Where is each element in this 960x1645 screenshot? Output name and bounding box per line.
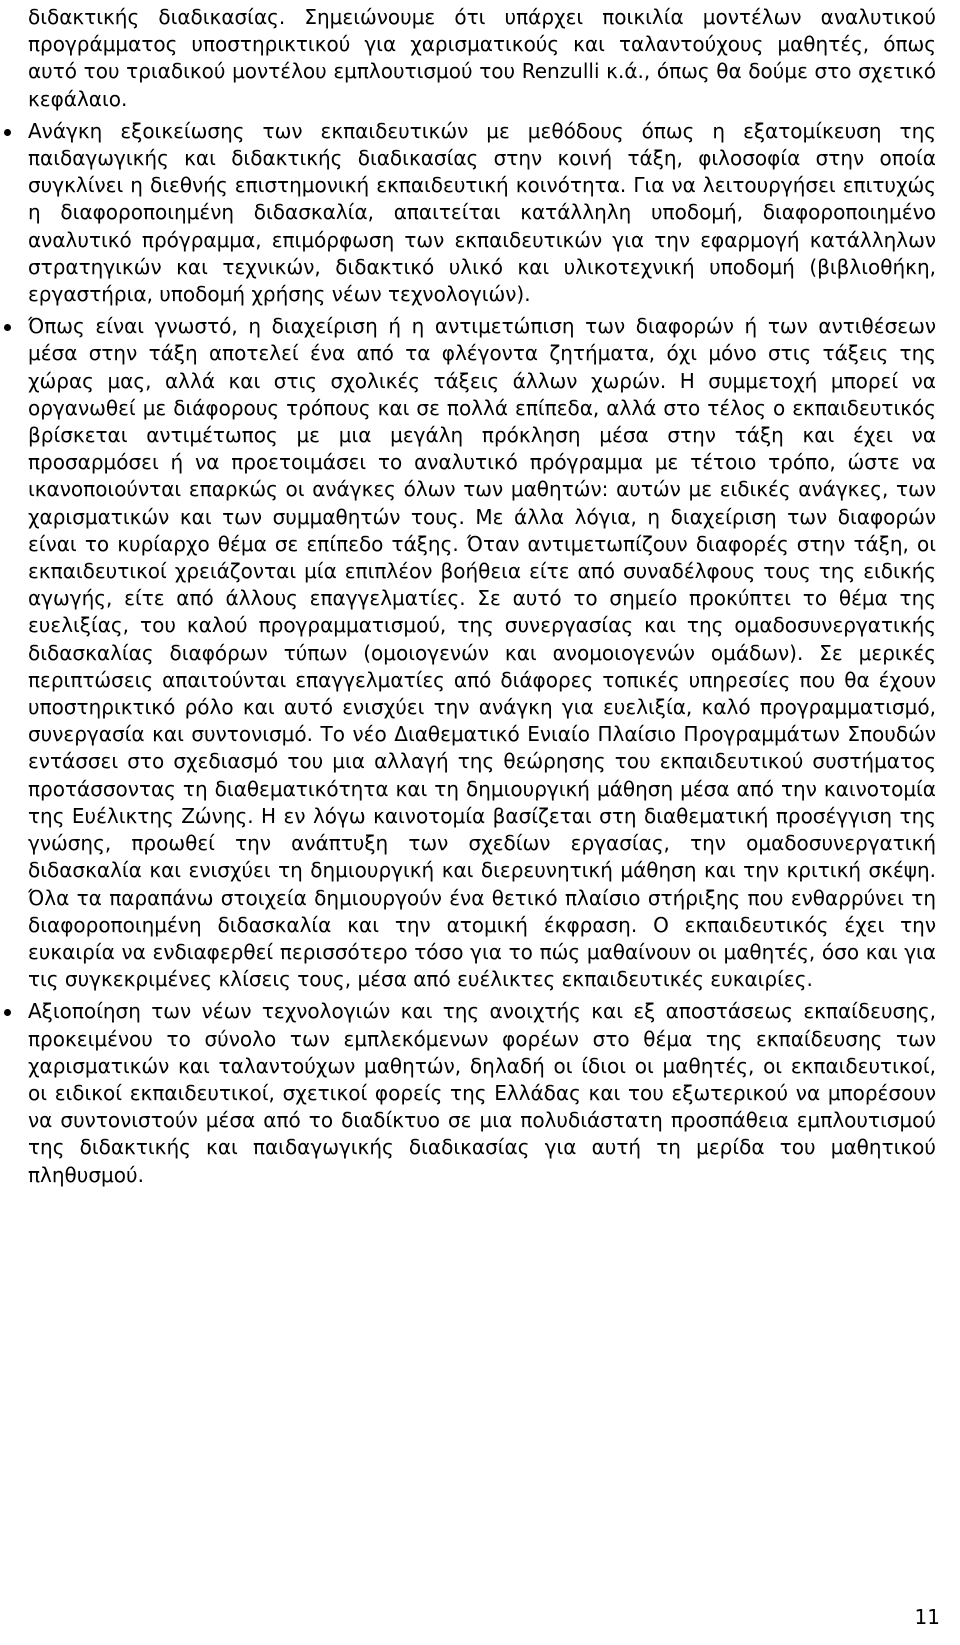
bullet-item: [28, 998, 936, 1188]
bullet-item: [28, 313, 936, 993]
bullet-text: Αξιοποίηση των νέων τεχνολογιών και της ανοιχτής και εξ αποστάσεως εκπαίδευσης, προκειμένου το σύνολο των εμπλεκόμενων φορέων στο θέμα της εκπαίδευσης των χαρισματικών και ταλαντούχων μαθητών, δηλαδή οι ίδιοι οι μαθητές, οι εκπαιδευτικοί, οι ειδικοί εκπαιδευτικοί, σχετικοί φορείς της Ελλάδας και του εξωτερικού να μπορέσουν να συντονιστούν μέσα από το διαδίκτυο σε μια πολυδιάστατη προσπάθεια εμπλουτισμού της διδακτικής και παιδαγωγικής διαδικασίας για αυτή τη μερίδα του μαθητικού πληθυσμού.: [28, 999, 936, 1187]
bullet-item: [28, 118, 936, 308]
bullet-icon: [4, 324, 11, 331]
bullet-text: Ανάγκη εξοικείωσης των εκπαιδευτικών με μεθόδους όπως η εξατομίκευση της παιδαγωγικής και διδακτικής διαδικασίας στην κοινή τάξη, φιλοσοφία στην οποία συγκλίνει η διεθνής επιστημονική εκπαιδευτική κοινότητα. Για να λειτουργήσει επιτυχώς η διαφοροποιημένη διδασκαλία, απαιτείται κατάλληλη υποδομή, διαφοροποιημένο αναλυτικό πρόγραμμα, επιμόρφωση των εκπαιδευτικών για την εφαρμογή κατάλληλων στρατηγικών και τεχνικών, διδακτικό υλικό και υλικοτεχνική υποδομή (βιβλιοθήκη, εργαστήρια, υποδομή χρήσης νέων τεχνολογιών).: [28, 118, 936, 307]
bullet-text: Όπως είναι γνωστό, η διαχείριση ή η αντιμετώπιση των διαφορών ή των αντιθέσεων μέσα στην τάξη αποτελεί ένα από τα φλέγοντα ζητήματα, όχι μόνο στις τάξεις της χώρας μας, αλλά και στις σχολικές τάξεις άλλων χωρών. Η συμμετοχή μπορεί να οργανωθεί με διάφορους τρόπους και σε πολλά επίπεδα, αλλά στο τέλος ο εκπαιδευτικός βρίσκεται αντιμέτωπος με μια μεγάλη πρόκληση μέσα στην τάξη και έχει να προσαρμόσει ή να προετοιμάσει το αναλυτικό πρόγραμμα με τέτοιο τρόπο, ώστε να ικανοποιούνται επαρκώς οι ανάγκες όλων των μαθητών: αυτών με ειδικές ανάγκες, των χαρισματικών και των συμμαθητών τους. Με άλλα λόγια, η διαχείριση των διαφορών είναι το κυρίαρχο θέμα σε επίπεδο τάξης. Όταν αντιμετωπίζουν διαφορές στην τάξη, οι εκπαιδευτικοί χρειάζονται μία επιπλέον βοήθεια είτε από συναδέλφους τους της ειδικής αγωγής, είτε από άλλους επαγγελματίες. Σε αυτό το σημείο προκύπτει το θέμα της ευελιξίας, του καλού προγραμματισμού, της συνεργασίας και της ομαδοσυνεργατικής διδασκαλίας διαφόρων τύπων (ομοιογενών και ανομοιογενών ομάδων). Σε μερικές περιπτώσεις απαιτούνται επαγγελματίες από διάφορες τοπικές υπηρεσίες που θα έχουν υποστηρικτικό ρόλο και αυτό ενισχύει την ανάγκη για ευελιξία, καλό προγραμματισμό, συνεργασία και συντονισμό. Το νέο Διαθεματικό Ενιαίο Πλαίσιο Προγραμμάτων Σπουδών εντάσσει στο σχεδιασμό του μια αλλαγή της θεώρησης του εκπαιδευτικού συστήματος προτάσσοντας τη διαθεματικότητα και τη δημιουργική μάθηση μέσα από την καινοτομία της Ευέλικτης Ζώνης. Η εν λόγω καινοτομία βασίζεται στη διαθεματική προσέγγιση της γνώσης, προωθεί την ανάπτυξη των σχεδίων εργασίας, την ομαδοσυνεργατική διδασκαλία και ενισχύει τη δημιουργική και διερευνητική μάθηση και την κριτική σκέψη. Όλα τα παραπάνω στοιχεία δημιουργούν ένα θετικό πλαίσιο στήριξης που ενθαρρύνει τη διαφοροποιημένη διδασκαλία και την ατομική έκφραση. Ο εκπαιδευτικός έχει την ευκαιρία να ενδιαφερθεί περισσότερο τόσο για το πώς μαθαίνουν οι μαθητές, όσο και για τις συγκεκριμένες κλίσεις τους, μέσα από ευέλικτες εκπαιδευτικές ευκαιρίες.: [28, 314, 936, 992]
page-number: 11: [914, 1605, 940, 1629]
bullet-icon: [4, 1009, 11, 1016]
bullet-list: [28, 118, 936, 1189]
bullet-icon: [4, 129, 11, 136]
intro-paragraph: διδακτικής διαδικασίας. Σημειώνουμε ότι υπάρχει ποικιλία μοντέλων αναλυτικού προγράμματος υποστηρικτικού για χαρισματικούς και ταλαντούχους μαθητές, όπως αυτό του τριαδικού μοντέλου εμπλουτισμού του Renzulli κ.ά., όπως θα δούμε στο σχετικό κεφάλαιο.: [28, 5, 936, 111]
document-page: [28, 4, 936, 1194]
